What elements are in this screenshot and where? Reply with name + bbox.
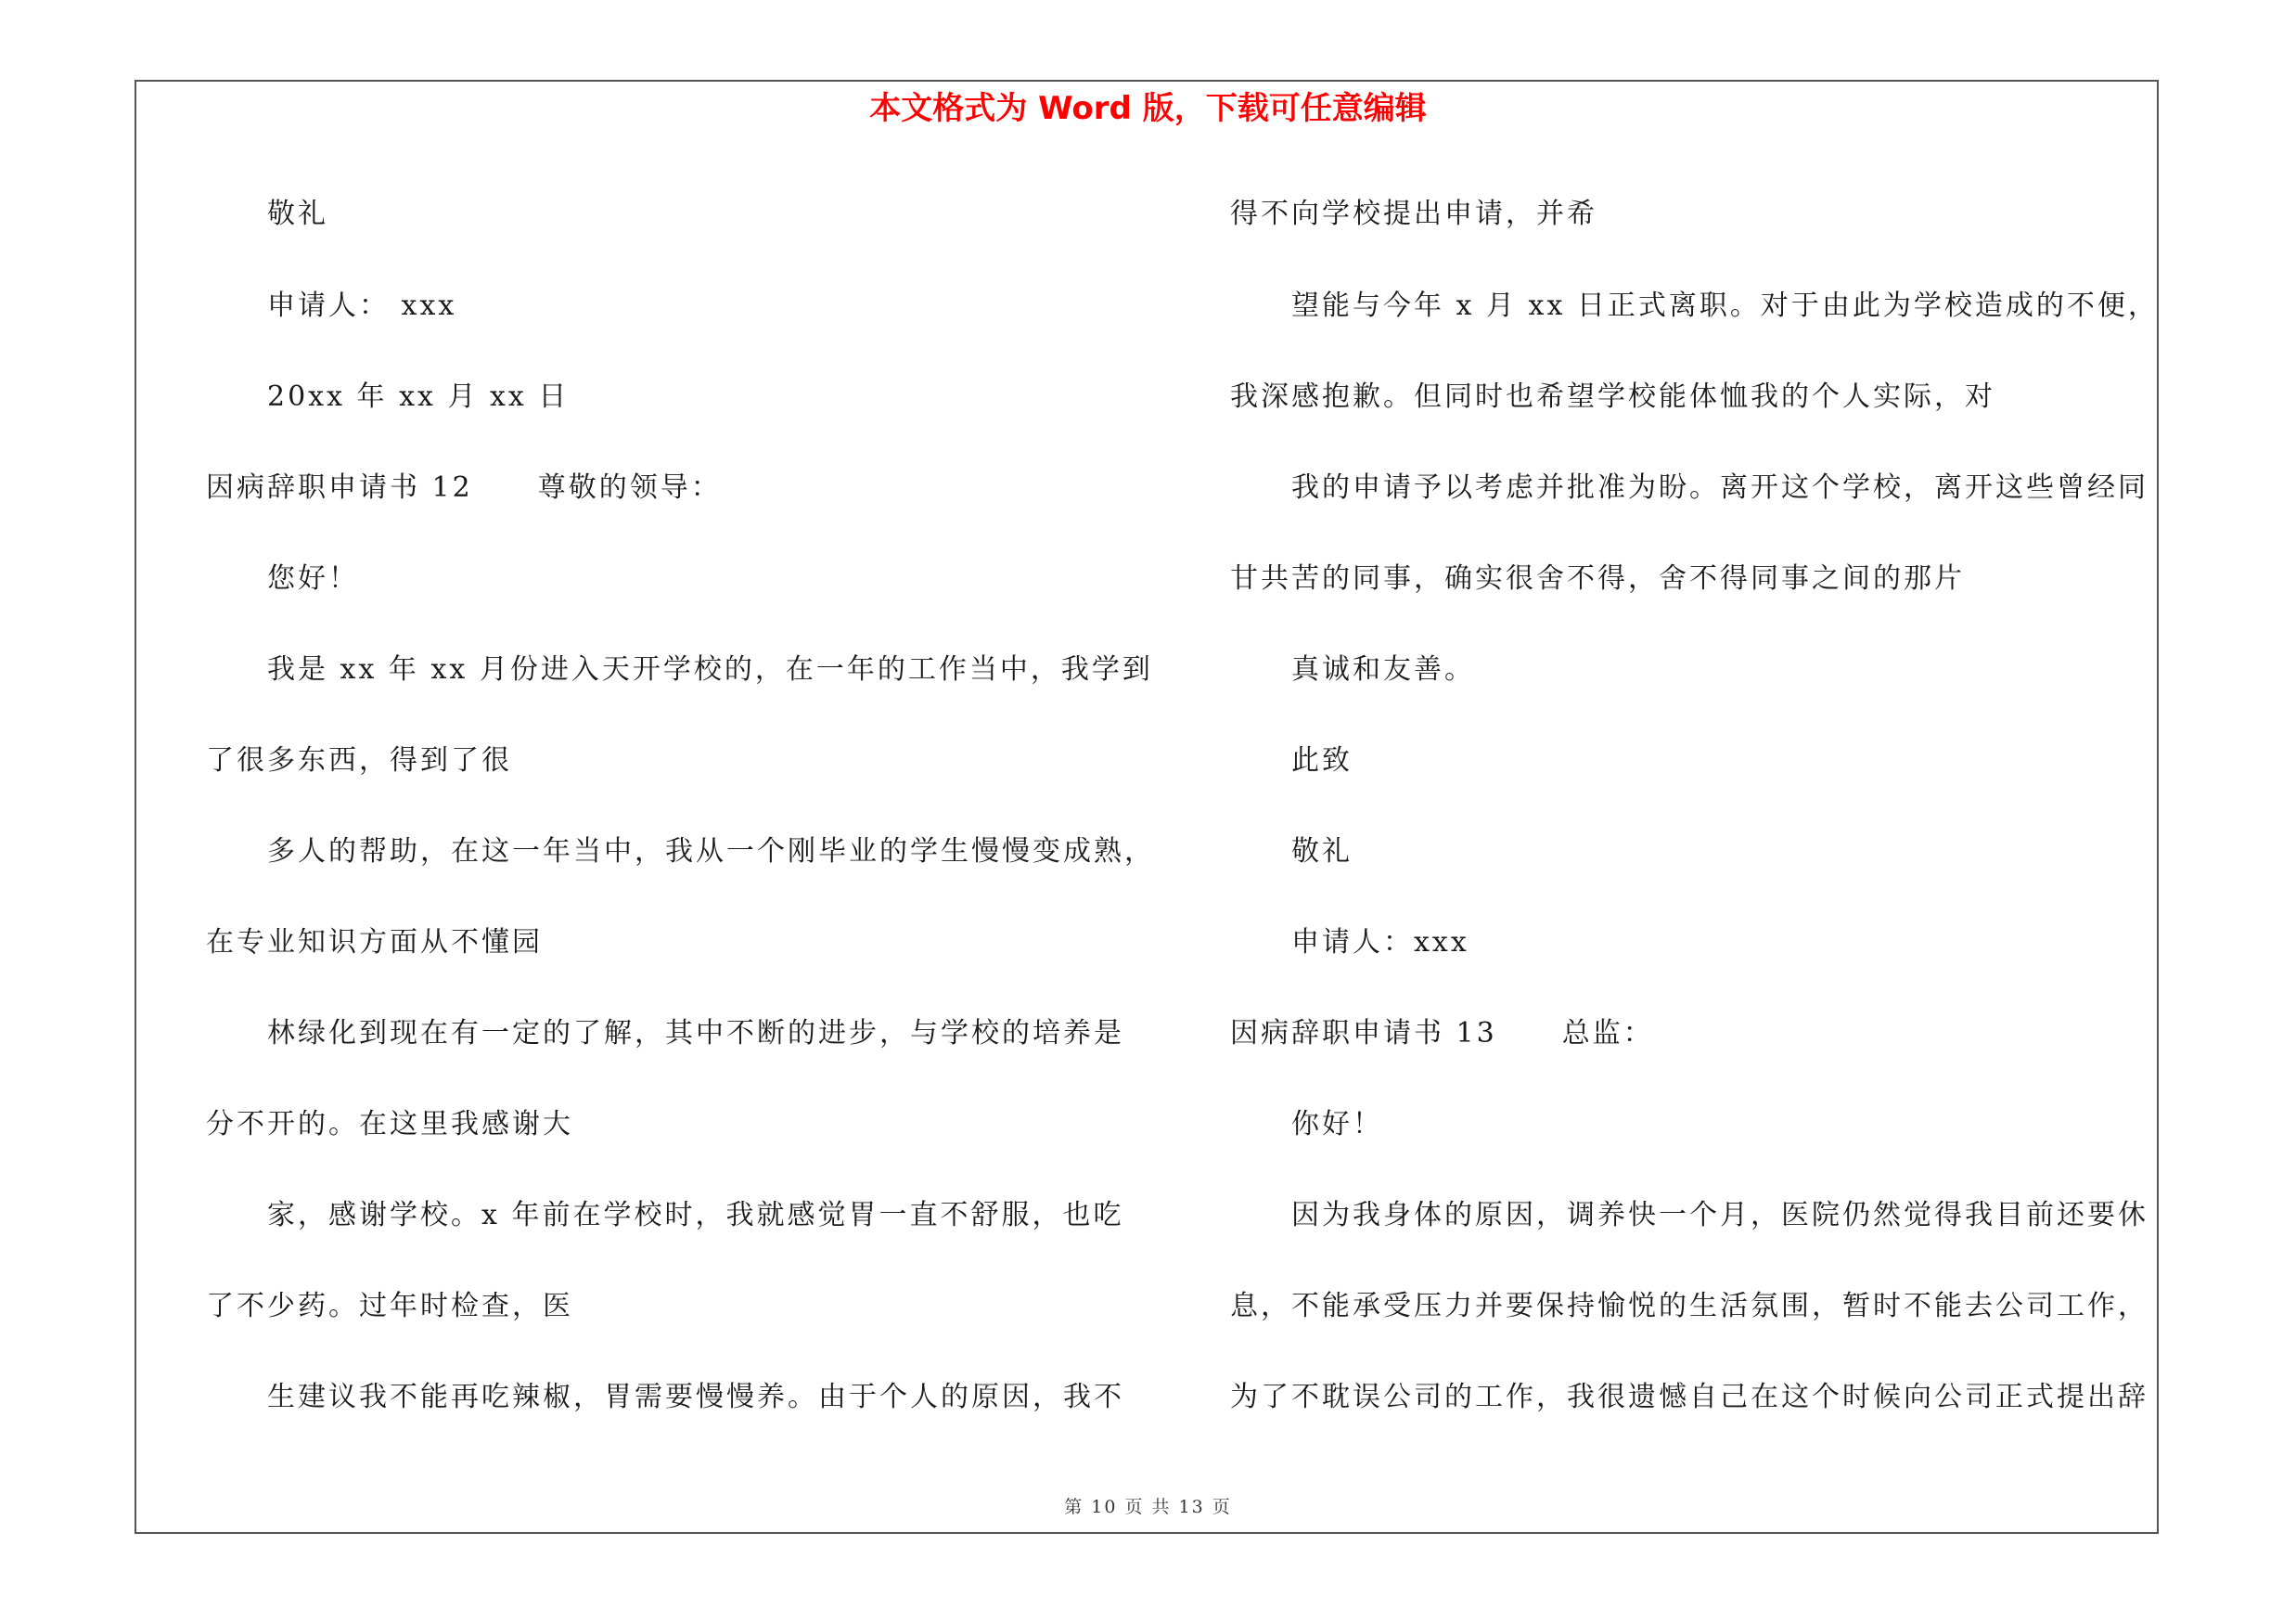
salutation: 总监： — [1561, 1017, 1654, 1050]
text-line: 为了不耽误公司的工作，我很遗憾自己在这个时候向公司正式提出辞 — [1230, 1381, 2148, 1413]
text-line: 我深感抱歉。但同时也希望学校能体恤我的个人实际，对 — [1230, 380, 1995, 413]
text-line: 在专业知识方面从不懂园 — [206, 926, 543, 959]
text-line: 息，不能承受压力并要保持愉悦的生活氛围，暂时不能去公司工作， — [1230, 1290, 2148, 1322]
text-line: 林绿化到现在有一定的了解，其中不断的进步，与学校的培养是 — [267, 1017, 1124, 1050]
text-line: 真诚和友善。 — [1291, 653, 1475, 686]
format-banner: 本文格式为 Word 版，下载可任意编辑 — [869, 90, 1427, 127]
text-line: 多人的帮助，在这一年当中，我从一个刚毕业的学生慢慢变成熟， — [267, 835, 1155, 868]
text-line: 得不向学校提出申请，并希 — [1230, 198, 1597, 230]
text-line: 我是 xx 年 xx 月份进入天开学校的，在一年的工作当中，我学到 — [267, 653, 1153, 686]
text-line: 您好！ — [267, 562, 359, 595]
text-line: 望能与今年 x 月 xx 日正式离职。对于由此为学校造成的不便， — [1291, 290, 2159, 322]
text-line: 你好！ — [1291, 1108, 1383, 1140]
text-line: 申请人： xxx — [267, 290, 457, 322]
text-line: 我的申请予以考虑并批准为盼。离开这个学校，离开这些曾经同 — [1291, 471, 2148, 504]
section-heading — [1230, 1015, 1654, 1052]
page-number: 第 10 页 共 13 页 — [1064, 1497, 1232, 1517]
text-line: 了不少药。过年时检查，医 — [206, 1290, 573, 1322]
salutation: 尊敬的领导： — [537, 471, 722, 504]
section-heading — [206, 470, 722, 507]
text-line: 20xx 年 xx 月 xx 日 — [267, 380, 570, 413]
text-line: 敬礼 — [267, 198, 328, 230]
text-line: 因为我身体的原因，调养快一个月，医院仍然觉得我目前还要休 — [1291, 1199, 2148, 1231]
text-line: 分不开的。在这里我感谢大 — [206, 1108, 573, 1140]
text-line: 申请人：xxx — [1291, 926, 1469, 959]
text-line: 家，感谢学校。x 年前在学校时，我就感觉胃一直不舒服，也吃 — [267, 1199, 1124, 1231]
text-line: 了很多东西，得到了很 — [206, 744, 512, 777]
text-line: 此致 — [1291, 744, 1353, 777]
text-line: 敬礼 — [1291, 835, 1353, 868]
text-line: 甘共苦的同事，确实很舍不得，舍不得同事之间的那片 — [1230, 562, 1965, 595]
section-title: 因病辞职申请书 12 — [206, 471, 473, 504]
text-line: 生建议我不能再吃辣椒，胃需要慢慢养。由于个人的原因，我不 — [267, 1381, 1124, 1413]
section-title: 因病辞职申请书 13 — [1230, 1017, 1497, 1050]
